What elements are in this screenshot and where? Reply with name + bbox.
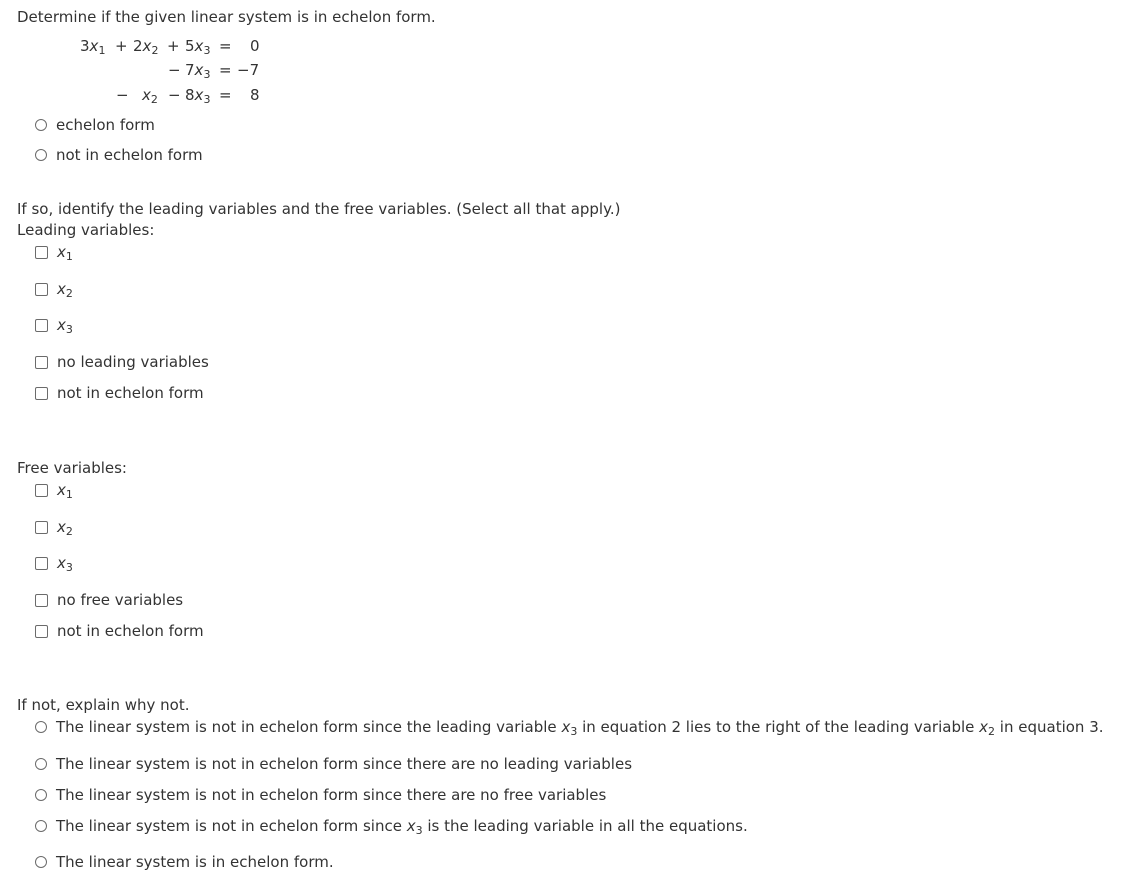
radio-circle-icon[interactable] [35,721,47,733]
free-variables-label: Free variables: [17,459,127,477]
option-label: $x_2$ [57,518,73,538]
option-label: not in echelon form [57,622,204,640]
eq1-term3: $5x_3$ [185,37,211,57]
checkbox-free-x3[interactable] [35,553,73,573]
eq3-op2: − [168,86,181,104]
checkbox-icon[interactable] [35,319,48,332]
radio-reason-no-leading[interactable] [35,754,632,774]
radio-circle-icon[interactable] [35,820,47,832]
option-label: The linear system is not in echelon form since there are no free variables [56,786,607,804]
checkbox-no-free-variables[interactable] [35,590,183,610]
checkbox-free-x1[interactable] [35,480,73,500]
eq1-op1: + [115,37,128,55]
option-label: echelon form [56,116,155,134]
eq1-term1: $3x_1$ [80,37,106,57]
option-label: The linear system is not in echelon form since $x_3$ is the leading variable in all the equations. [56,817,748,837]
checkbox-icon[interactable] [35,484,48,497]
radio-circle-icon[interactable] [35,119,47,131]
radio-not-echelon-form[interactable] [35,145,203,165]
radio-circle-icon[interactable] [35,856,47,868]
checkbox-icon[interactable] [35,594,48,607]
eq3-op1: − [116,86,129,104]
checkbox-leading-not-echelon[interactable] [35,383,204,403]
radio-reason-leading-right[interactable] [35,717,1104,737]
eq1-op2: + [167,37,180,55]
option-label: $x_3$ [57,316,73,336]
checkbox-free-x2[interactable] [35,517,73,537]
eq2-term3: $7x_3$ [185,61,211,81]
radio-echelon-form[interactable] [35,115,155,135]
eq1-equals: = [219,37,232,55]
eq1-term2: $2x_2$ [133,37,159,57]
checkbox-no-leading-variables[interactable] [35,352,209,372]
eq3-equals: = [219,86,232,104]
option-label: The linear system is not in echelon form since there are no leading variables [56,755,633,773]
question-1-prompt: Determine if the given linear system is in echelon form. [17,8,436,26]
option-label: The linear system is in echelon form. [56,853,334,871]
radio-reason-no-free[interactable] [35,785,606,805]
checkbox-free-not-echelon[interactable] [35,621,204,641]
option-label: not in echelon form [56,146,203,164]
option-label: $x_1$ [57,243,73,263]
option-label: not in echelon form [57,384,204,402]
checkbox-icon[interactable] [35,283,48,296]
checkbox-icon[interactable] [35,625,48,638]
eq3-term2: $x_2$ [142,86,158,106]
checkbox-leading-x2[interactable] [35,279,73,299]
radio-reason-is-echelon[interactable] [35,852,334,872]
option-label: $x_3$ [57,554,73,574]
option-label: The linear system is not in echelon form since the leading variable $x_3$ in equation 2 lies to the right of the leading variable $x_2$ in equation 3. [56,718,1104,738]
checkbox-icon[interactable] [35,557,48,570]
eq3-term3: $8x_3$ [185,86,211,106]
checkbox-icon[interactable] [35,246,48,259]
eq2-equals: = [219,61,232,79]
question-2-prompt: If so, identify the leading variables and the free variables. (Select all that apply.) [17,200,621,218]
question-3-prompt: If not, explain why not. [17,696,190,714]
radio-circle-icon[interactable] [35,789,47,801]
option-label: $x_2$ [57,280,73,300]
option-label: no leading variables [57,353,209,371]
checkbox-leading-x1[interactable] [35,242,73,262]
checkbox-icon[interactable] [35,521,48,534]
radio-circle-icon[interactable] [35,758,47,770]
option-label: $x_1$ [57,481,73,501]
checkbox-icon[interactable] [35,387,48,400]
checkbox-icon[interactable] [35,356,48,369]
checkbox-leading-x3[interactable] [35,315,73,335]
eq2-rhs: −7 [237,61,260,79]
eq3-rhs: 8 [250,86,260,104]
eq2-op: − [168,61,181,79]
option-label: no free variables [57,591,184,609]
eq1-rhs: 0 [250,37,260,55]
leading-variables-label: Leading variables: [17,221,155,239]
radio-circle-icon[interactable] [35,149,47,161]
radio-reason-x3-leading-all[interactable] [35,816,748,836]
